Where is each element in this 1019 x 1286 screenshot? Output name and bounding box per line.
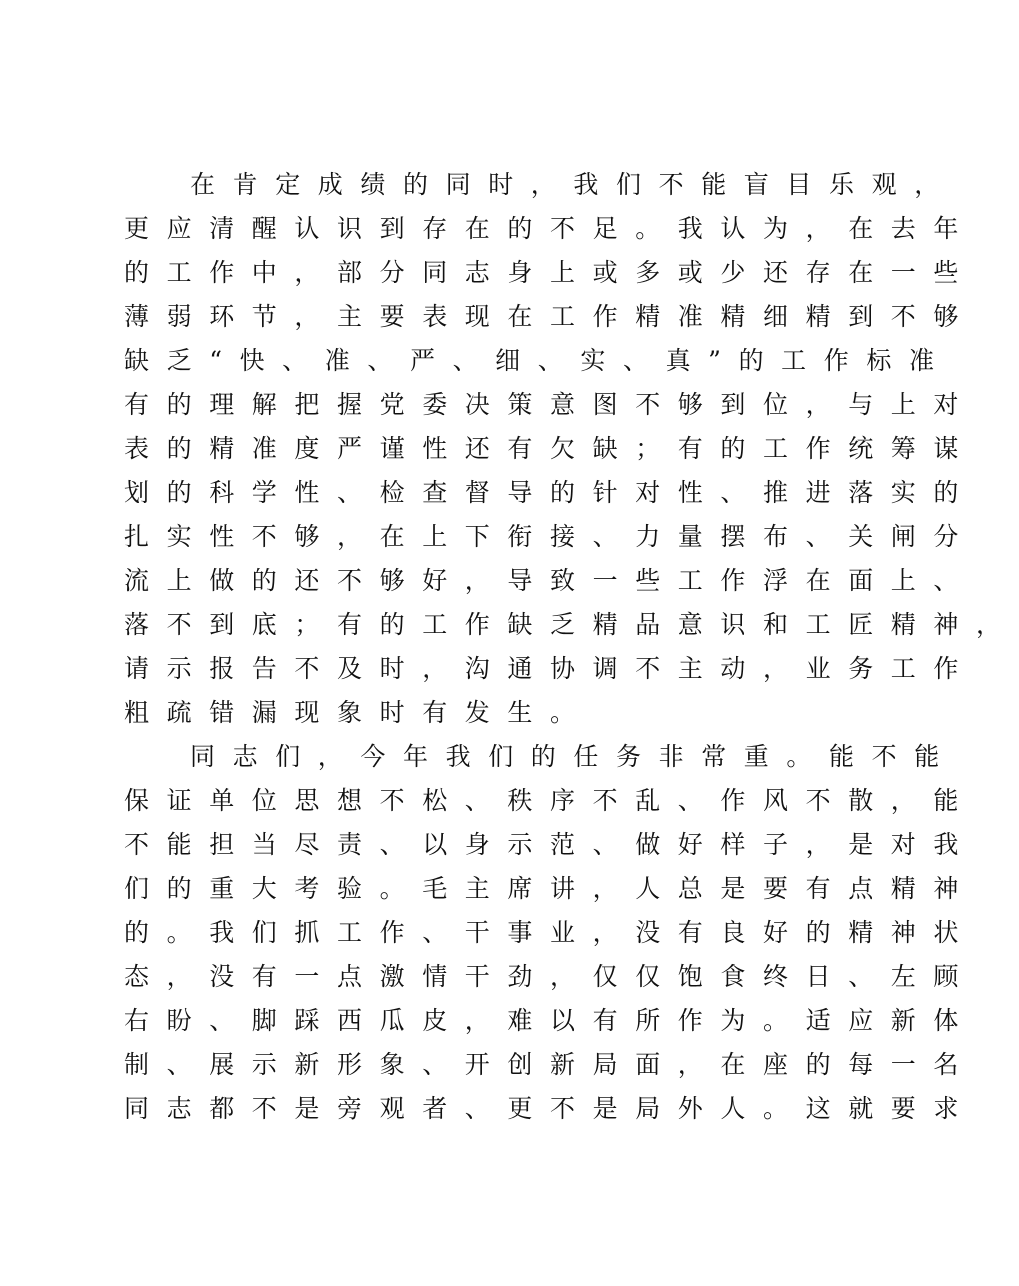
paragraph-2-line-8: 制、展示新形象、开创新局面，在座的每一名 <box>124 1050 977 1079</box>
paragraph-1-line-1: 在肯定成绩的同时，我们不能盲目乐观， <box>190 170 957 199</box>
paragraph-2-line-9: 同志都不是旁观者、更不是局外人。这就要求 <box>124 1094 977 1123</box>
paragraph-1-line-3: 的工作中，部分同志身上或多或少还存在一些 <box>124 258 977 287</box>
paragraph-1-line-11: 落不到底；有的工作缺乏精品意识和工匠精神， <box>124 610 1019 639</box>
document-body <box>124 163 1019 1131</box>
paragraph-1-line-4: 薄弱环节，主要表现在工作精准精细精到不够 <box>124 302 977 331</box>
paragraph-2-line-1: 同志们，今年我们的任务非常重。能不能 <box>190 742 957 771</box>
paragraph-1-line-13: 粗疏错漏现象时有发生。 <box>124 698 593 727</box>
paragraph-1-line-6: 有的理解把握党委决策意图不够到位，与上对 <box>124 390 977 419</box>
paragraph-1-line-12: 请示报告不及时，沟通协调不主动，业务工作 <box>124 654 977 683</box>
paragraph-2-line-4: 们的重大考验。毛主席讲，人总是要有点精神 <box>124 874 977 903</box>
paragraph-2-line-6: 态，没有一点激情干劲，仅仅饱食终日、左顾 <box>124 962 977 991</box>
paragraph-2-line-7: 右盼、脚踩西瓜皮，难以有所作为。适应新体 <box>124 1006 977 1035</box>
paragraph-1-line-5: 缺乏“快、准、严、细、实、真”的工作标准 <box>124 346 952 375</box>
paragraph-1-line-8: 划的科学性、检查督导的针对性、推进落实的 <box>124 478 977 507</box>
paragraph-1-line-10: 流上做的还不够好，导致一些工作浮在面上、 <box>124 566 977 595</box>
paragraph-1-line-2: 更应清醒认识到存在的不足。我认为，在去年 <box>124 214 977 243</box>
paragraph-2-line-3: 不能担当尽责、以身示范、做好样子，是对我 <box>124 830 977 859</box>
paragraph-1-line-7: 表的精准度严谨性还有欠缺；有的工作统筹谋 <box>124 434 977 463</box>
paragraph-2-line-2: 保证单位思想不松、秩序不乱、作风不散，能 <box>124 786 977 815</box>
paragraph-1-line-9: 扎实性不够，在上下衔接、力量摆布、关闸分 <box>124 522 977 551</box>
paragraph-2-line-5: 的。我们抓工作、干事业，没有良好的精神状 <box>124 918 977 947</box>
